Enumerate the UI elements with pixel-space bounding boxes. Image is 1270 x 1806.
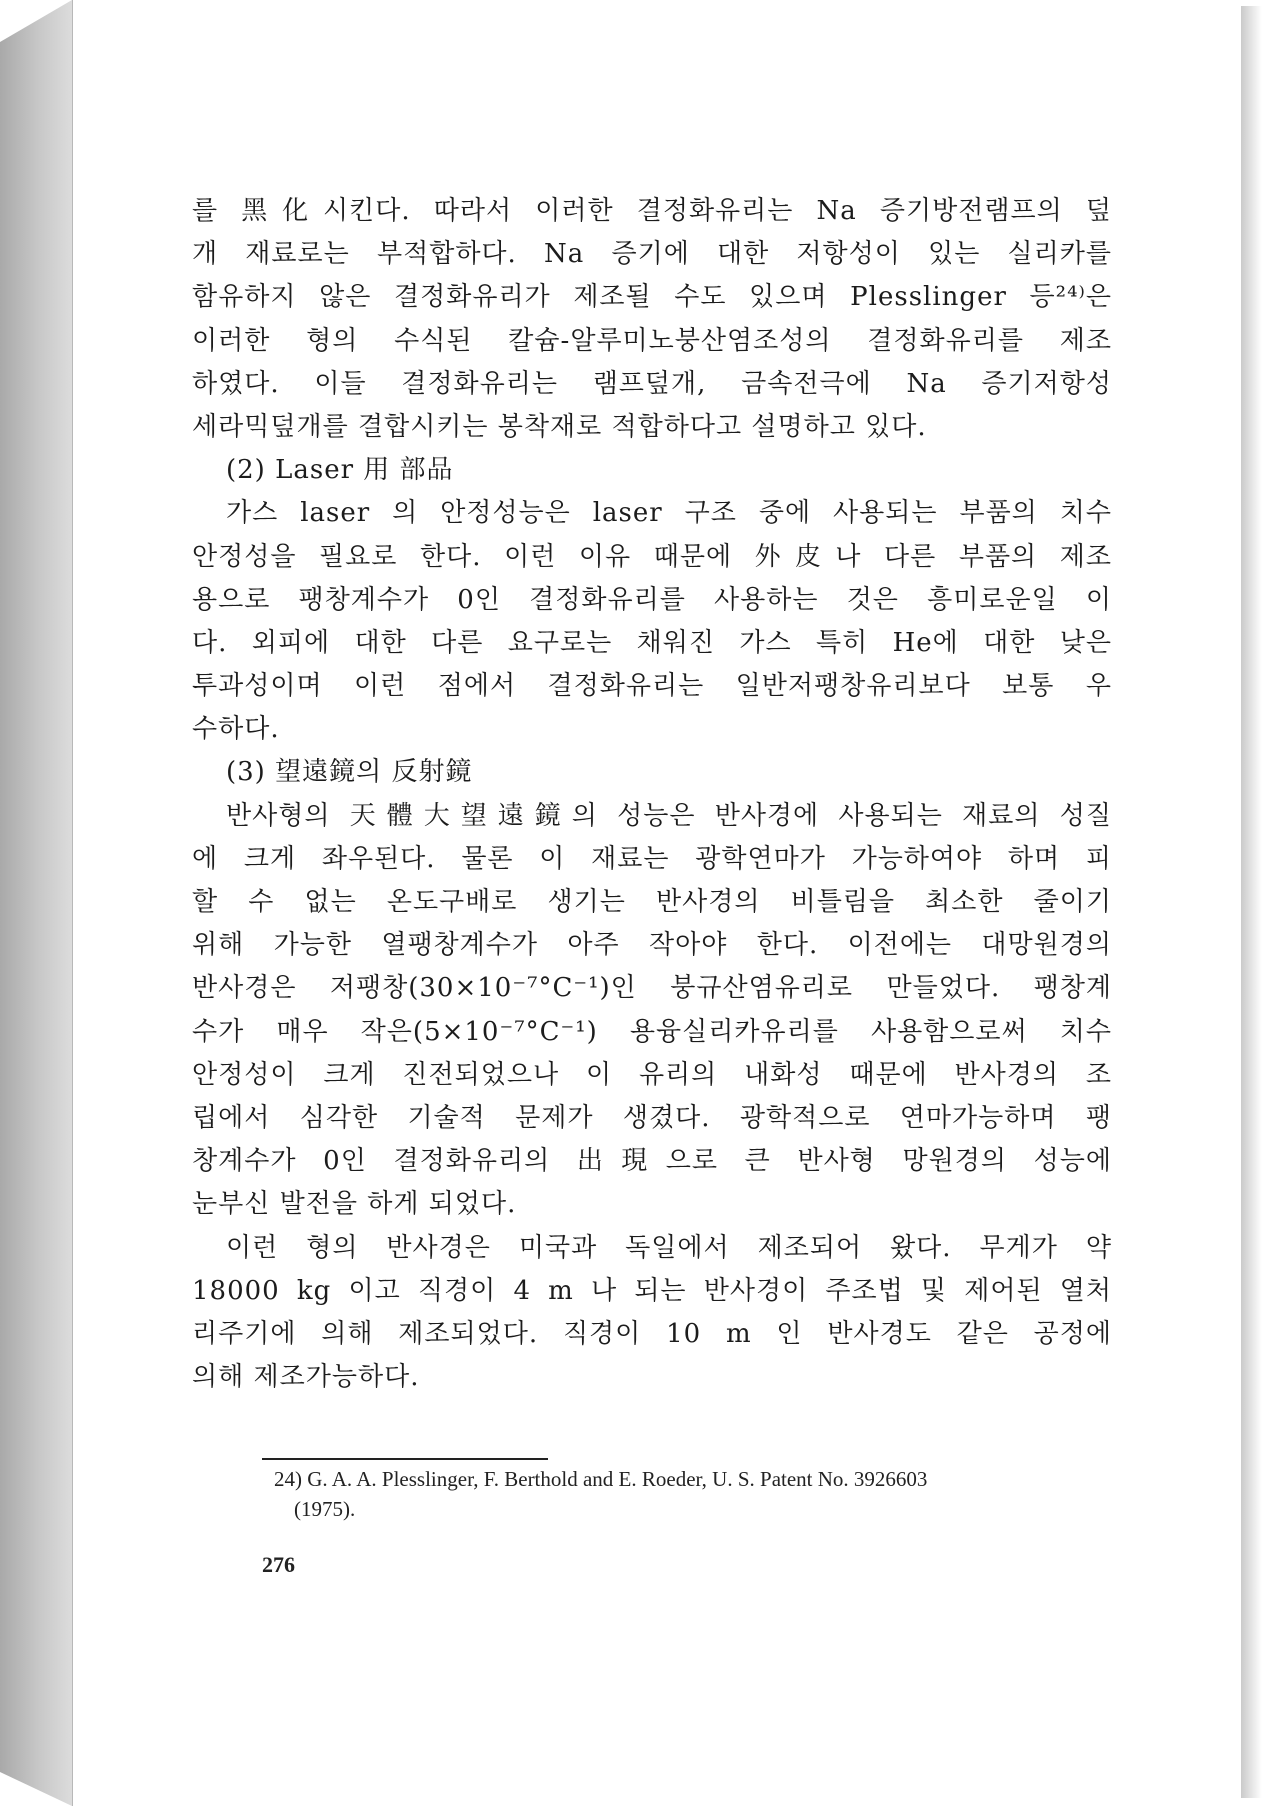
page-number: 276 [262,1552,295,1577]
footnote [274,1464,1114,1524]
text-line: 투과성이며 이런 점에서 결정화유리는 일반저팽창유리보다 보통 우 [192,671,1112,702]
text-line: 안정성을 필요로 한다. 이런 이유 때문에 外皮나 다른 부품의 제조 [192,541,1112,572]
section-heading-telescope: (3) 望遠鏡의 反射鏡 [226,757,473,788]
text-line: 다. 외피에 대한 다른 요구로는 채워진 가스 특히 He에 대한 낮은 [192,627,1112,658]
text-line: 함유하지 않은 결정화유리가 제조될 수도 있으며 Plesslinger 등²⁴⁾은 [192,282,1112,313]
text-line: 립에서 심각한 기술적 문제가 생겼다. 광학적으로 연마가능하며 팽 [192,1102,1112,1133]
text-line: 18000 kg 이고 직경이 4 m 나 되는 반사경이 주조법 및 제어된 열처 [192,1275,1112,1306]
text-line: 하였다. 이들 결정화유리는 램프덮개, 금속전극에 Na 증기저항성 [192,368,1112,399]
text-line: 눈부신 발전을 하게 되었다. [192,1189,517,1220]
text-line: 창계수가 0인 결정화유리의 出現으로 큰 반사형 망원경의 성능에 [192,1146,1112,1177]
text-line: 를 黑化시킨다. 따라서 이러한 결정화유리는 Na 증기방전램프의 덮 [192,196,1112,226]
page-shadow [1240,6,1262,1798]
text-line: 에 크게 좌우된다. 물론 이 재료는 광학연마가 가능하여야 하며 피 [192,843,1112,874]
body-text [192,190,1112,1399]
text-line: 용으로 팽창계수가 0인 결정화유리를 사용하는 것은 흥미로운일 이 [192,584,1112,615]
text-line: 수하다. [192,714,280,745]
book-spine [0,0,72,1806]
text-line: 반사경은 저팽창(30×10⁻⁷°C⁻¹)인 붕규산염유리로 만들었다. 팽창계 [192,973,1112,1004]
text-line: 가스 laser 의 안정성능은 laser 구조 중에 사용되는 부품의 치수 [226,498,1112,529]
text-line: 리주기에 의해 제조되었다. 직경이 10 m 인 반사경도 같은 공정에 [192,1318,1112,1349]
text-line: 이러한 형의 수식된 칼슘-알루미노붕산염조성의 결정화유리를 제조 [192,325,1112,356]
footnote-divider [262,1458,548,1460]
text-line: 세라믹덮개를 결합시키는 봉착재로 적합하다고 설명하고 있다. [192,411,927,442]
text-line: 의해 제조가능하다. [192,1362,420,1393]
text-line: 개 재료로는 부적합하다. Na 증기에 대한 저항성이 있는 실리카를 [192,239,1112,270]
section-heading-laser: (2) Laser 用 部品 [226,455,454,486]
footnote-line: (1975). [294,1497,356,1521]
text-line: 수가 매우 작은(5×10⁻⁷°C⁻¹) 용융실리카유리를 사용함으로써 치수 [192,1016,1112,1047]
footnote-line: 24) G. A. A. Plesslinger, F. Berthold and E. Roeder, U. S. Patent No. 3926603 [274,1467,928,1491]
text-line: 안정성이 크게 진전되었으나 이 유리의 내화성 때문에 반사경의 조 [192,1059,1112,1090]
text-line: 할 수 없는 온도구배로 생기는 반사경의 비틀림을 최소한 줄이기 [192,887,1112,917]
text-line: 위해 가능한 열팽창계수가 아주 작아야 한다. 이전에는 대망원경의 [192,930,1112,961]
text-line: 이런 형의 반사경은 미국과 독일에서 제조되어 왔다. 무게가 약 [226,1232,1112,1263]
text-line: 반사형의 天體大望遠鏡의 성능은 반사경에 사용되는 재료의 성질 [226,800,1112,831]
